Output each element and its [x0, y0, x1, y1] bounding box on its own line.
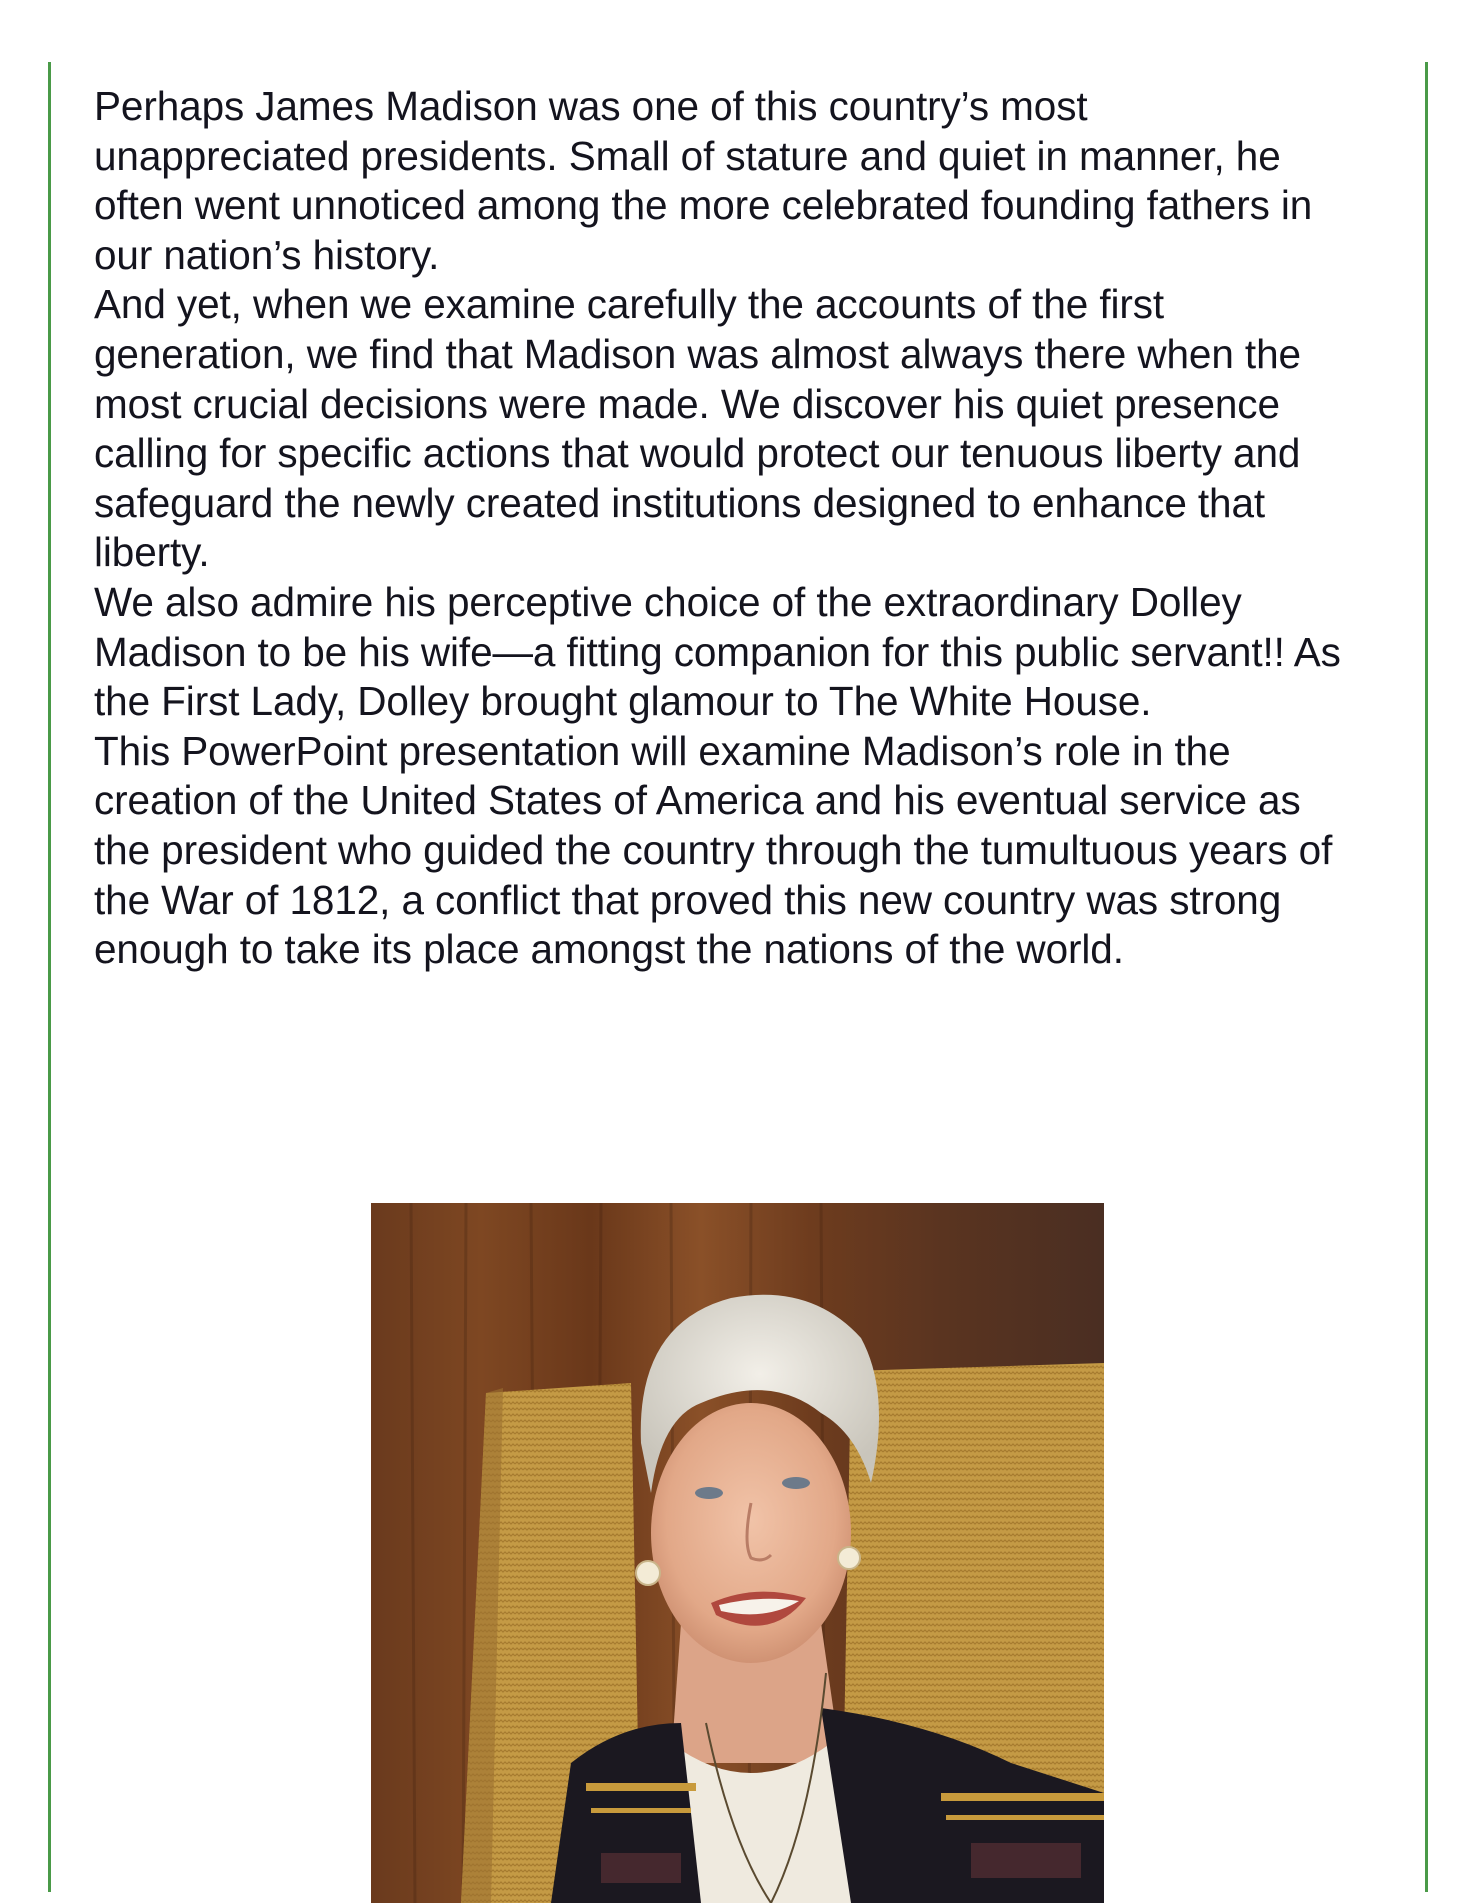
paragraph-presentation-overview: This PowerPoint presentation will examine Madison’s role in the creation of the United States of America and his eventual service as the president who guided the country through the tumultuous years of the War of 1812, a conflict that proved this new country was strong enough to take its place amongst the nations of the world.	[94, 727, 1333, 973]
portrait-photo	[371, 1203, 1104, 1903]
document-body	[94, 82, 1394, 975]
portrait-illustration	[371, 1203, 1104, 1903]
paragraph-first-generation: And yet, when we examine carefully the accounts of the first generation, we find that Madison was almost always there when the most crucial decisions were made. We discover his quiet presence calling for specific actions that would protect our tenuous liberty and safeguard the newly created institutions designed to enhance that liberty.	[94, 281, 1301, 576]
paragraph-dolley-madison: We also admire his perceptive choice of the extraordinary Dolley Madison to be his wife—a fitting companion for this public servant!! As the First Lady, Dolley brought glamour to The White House.	[94, 578, 1341, 725]
paragraph-intro: Perhaps James Madison was one of this country’s most unappreciated presidents. Small of stature and quiet in manner, he often went unnoticed among the more celebrated founding fathers in our nation’s history.	[94, 83, 1313, 278]
